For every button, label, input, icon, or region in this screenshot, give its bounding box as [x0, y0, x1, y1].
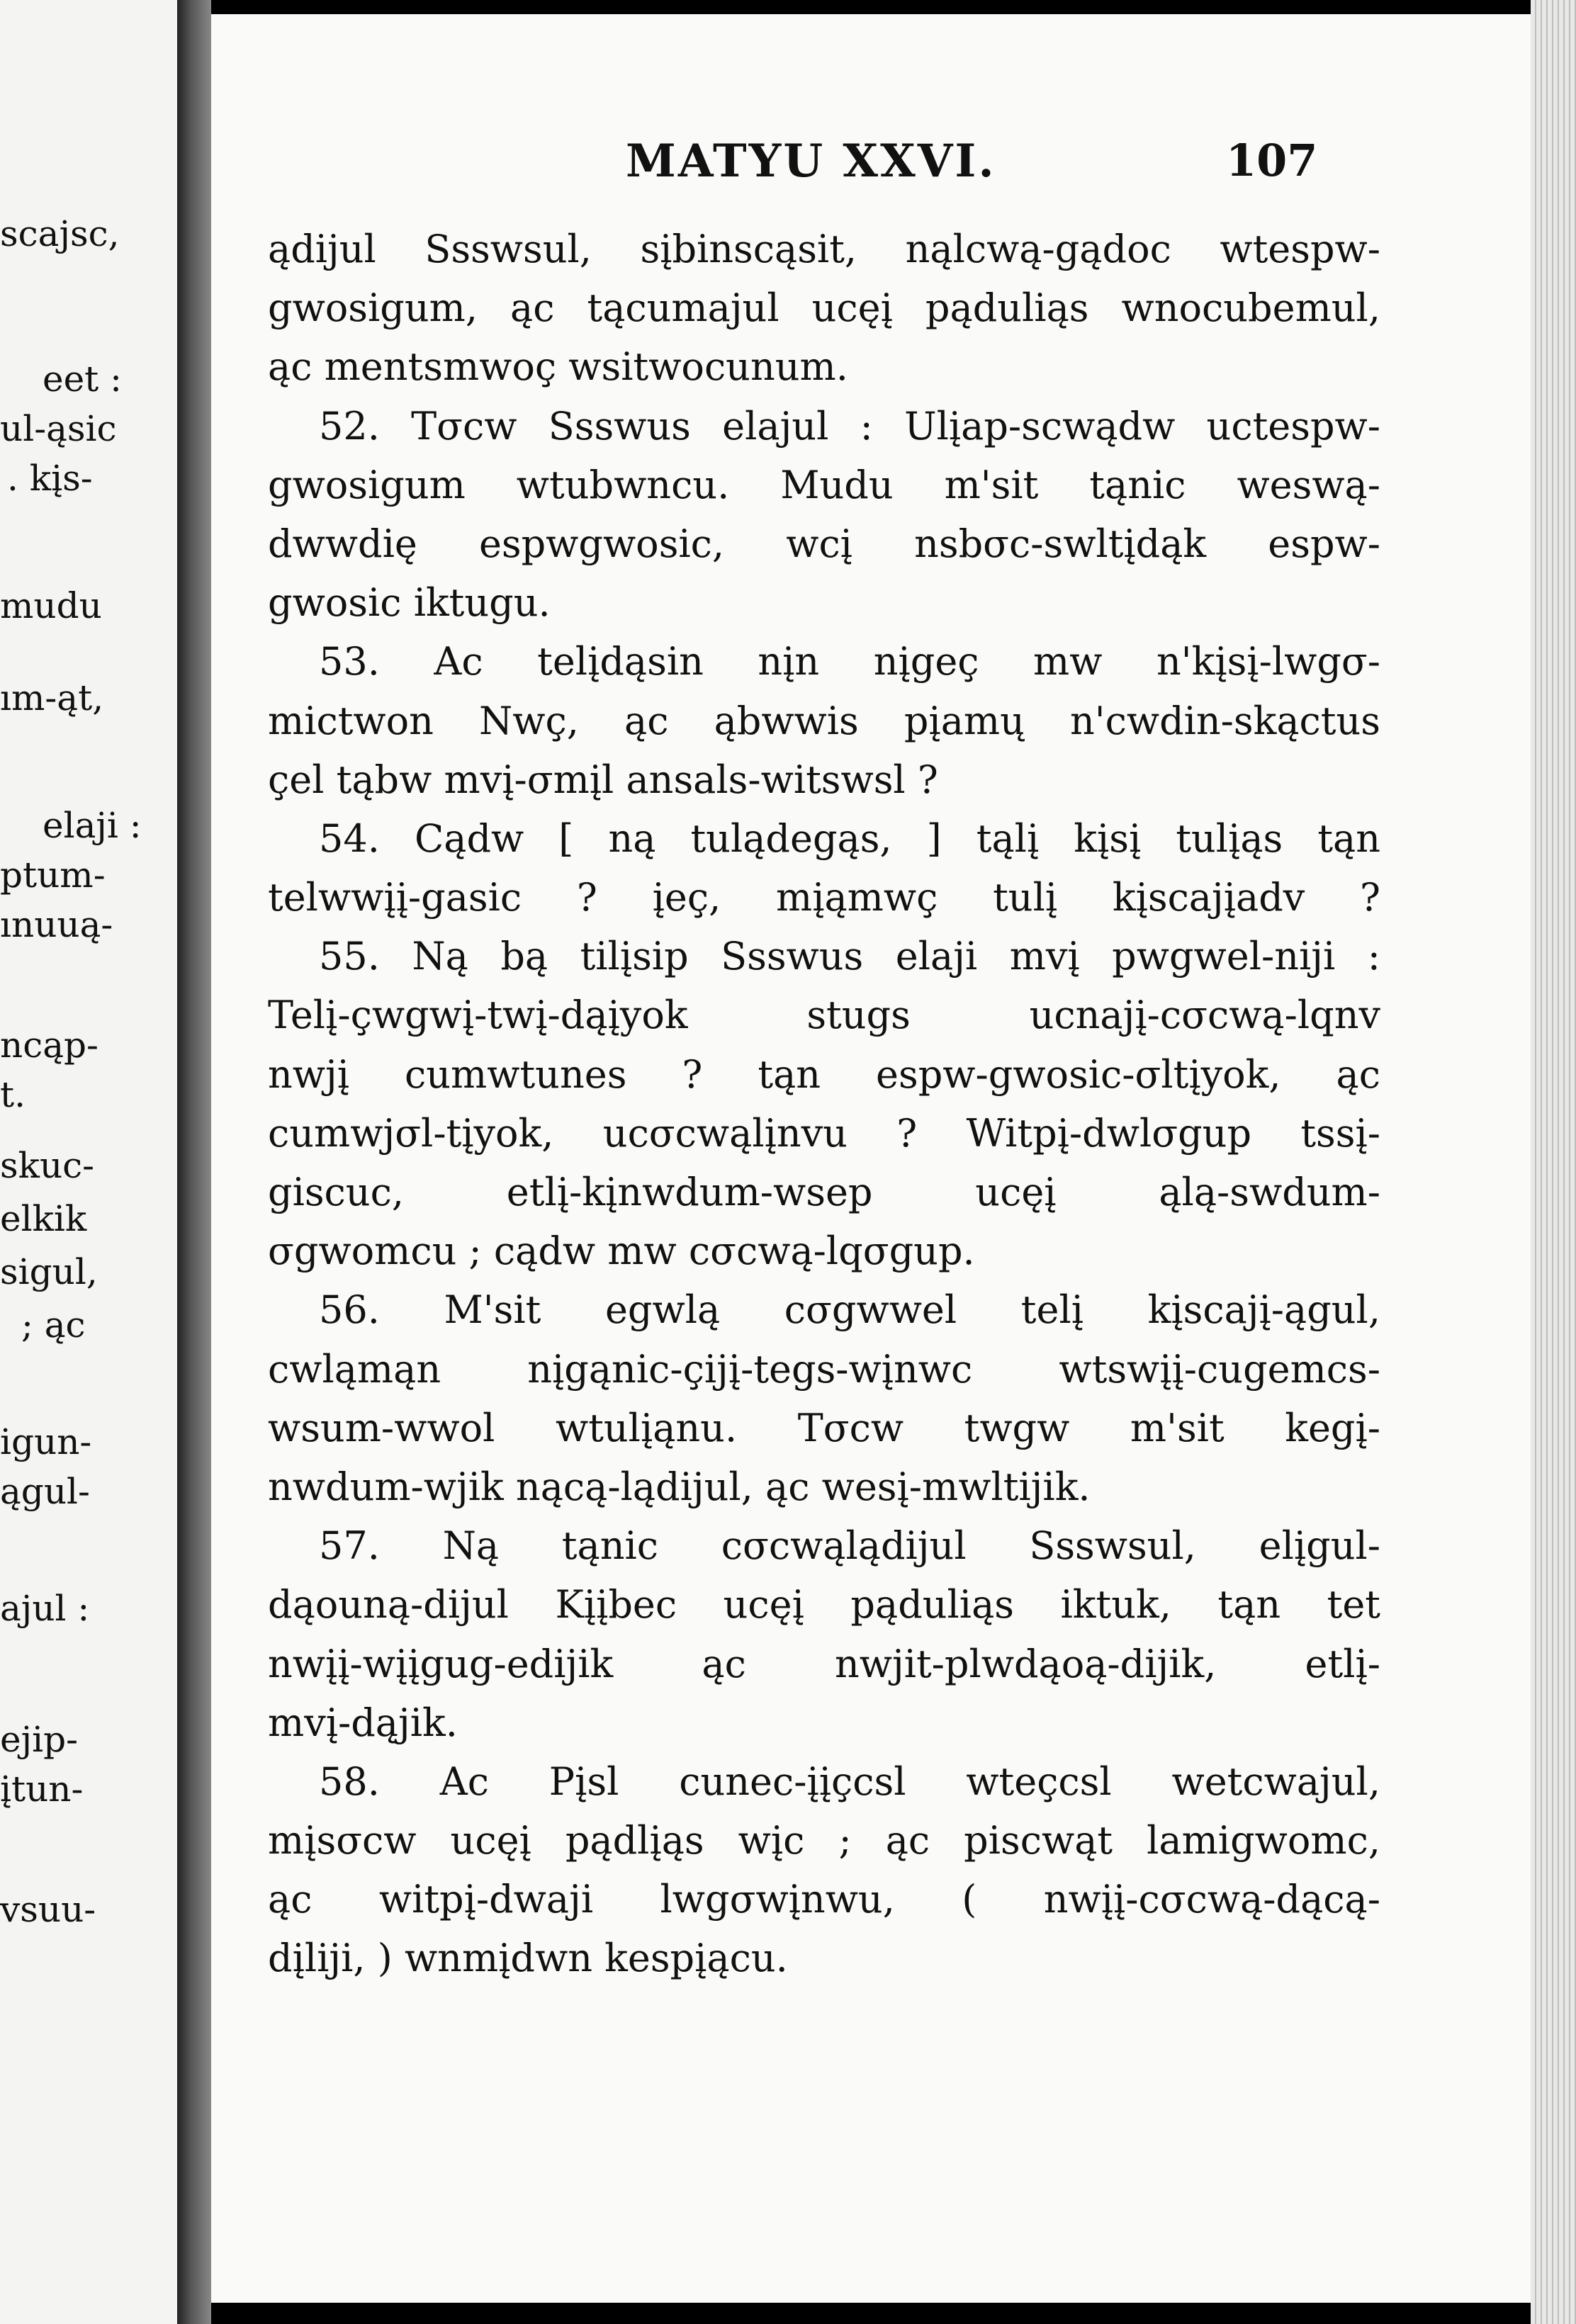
text-line: giscuc, etlį-kįnwdum-wsep ucęį ąlą-swdum-	[268, 1170, 1380, 1214]
text-line: dąouną-dijul Kįįbec ucęį pąduliąs iktuk, tąn tet	[268, 1582, 1380, 1628]
left-page-fragment: ınuuą-	[0, 904, 113, 945]
running-head	[211, 128, 1531, 188]
text-line: gwosigum wtubwncu. Mudu m'sit tąnic weswą-	[268, 462, 1380, 507]
page-number: 107	[1226, 135, 1318, 186]
left-page-fragment: vsuu-	[0, 1889, 96, 1930]
text-line: 54. Cądw [ ną tulądegąs, ] tąlį kįsį tulįąs tąn	[319, 816, 1380, 861]
text-line: 56. M'sit egwlą cσgwwel telį kįscajį-ągul,	[319, 1287, 1380, 1333]
book-page	[211, 14, 1531, 2303]
text-line: 58. Ac Pįsl cunec-įįçcsl wteçcsl wetcwajul,	[319, 1759, 1380, 1804]
text-line: gwosic iktugu.	[268, 580, 551, 626]
text-line: nwįį-wįįgug-edijik ąc nwjit-plwdąoą-dijik, etlį-	[268, 1641, 1380, 1686]
left-page-fragment: igun-	[0, 1421, 92, 1462]
left-page-fragment: mudu	[0, 585, 102, 626]
left-page-fragment: ągul-	[0, 1471, 90, 1512]
book-gutter	[177, 0, 211, 2324]
text-line: ądijul Ssswsul, sįbinscąsit, nąlcwą-gądoc wtespw-	[268, 227, 1380, 271]
text-line: σgwomcu ; cądw mw cσcwą-lqσgup.	[268, 1229, 975, 1274]
text-line: 55. Ną bą tilįsip Ssswus elaji mvį pwgwel-niji :	[319, 934, 1380, 979]
page-stack-edge	[1531, 0, 1576, 2324]
left-page-fragment: ejip-	[0, 1719, 78, 1760]
running-title: MATYU XXVI.	[626, 135, 996, 188]
text-line: 52. Tσcw Ssswus elajul : Ulįap-scwądw uctespw-	[319, 403, 1380, 449]
left-page-fragment: eet :	[43, 359, 123, 400]
left-page-fragment: ptum-	[0, 854, 106, 896]
text-line: gwosigum, ąc tącumajul ucęį pąduliąs wnocubemul,	[268, 286, 1380, 331]
text-line: wsum-wwol wtulįąnu. Tσcw twgw m'sit kegį-	[268, 1405, 1380, 1450]
left-page-fragment: ım-ąt,	[0, 677, 104, 718]
text-line: cumwjσl-tįyok, ucσcwąlįnvu ? Witpį-dwlσgup tssį-	[268, 1110, 1380, 1156]
left-page-fragment: elkik	[0, 1198, 87, 1239]
left-page-fragment: ncąp-	[0, 1025, 98, 1066]
text-line: mvį-dąjik.	[268, 1700, 458, 1745]
text-line: cwląmąn nįgąnic-çijį-tegs-wįnwc wtswįį-cugemcs-	[268, 1346, 1380, 1392]
left-page-fragment: ul-ąsic	[0, 408, 117, 449]
left-page-fragment: įtun-	[0, 1769, 84, 1810]
text-line: 57. Ną tąnic cσcwąlądijul Ssswsul, elįgul-	[319, 1523, 1380, 1569]
text-line: 53. Ac telįdąsin nįn nįgeç mw n'kįsį-lwgσ-	[319, 639, 1380, 684]
text-line: nwjį cumwtunes ? tąn espw-gwosic-σltįyok, ąc	[268, 1051, 1380, 1097]
text-line: dwwdię espwgwosic, wcį nsbσc-swltįdąk espw-	[268, 521, 1380, 566]
left-page-fragment: . kįs-	[7, 458, 93, 499]
left-page-fragment: ; ąc	[21, 1304, 86, 1346]
left-page-fragment: elaji :	[43, 805, 142, 846]
left-page-fragment: ajul :	[0, 1588, 90, 1629]
text-block	[268, 220, 1380, 1988]
text-line: dįliji, ) wnmįdwn kespįącu.	[268, 1936, 788, 1981]
left-page-fragment: sigul,	[0, 1251, 98, 1292]
left-page-fragment: scajsc,	[0, 213, 120, 254]
left-page-fragment: t.	[0, 1074, 26, 1115]
text-line: ąc witpį-dwaji lwgσwįnwu, ( nwįį-cσcwą-dącą-	[268, 1877, 1380, 1922]
text-line: nwdum-wjik nącą-lądijul, ąc wesį-mwltijik.	[268, 1464, 1091, 1509]
text-line: ąc mentsmwoç wsitwocunum.	[268, 344, 848, 390]
left-page-fragment: skuc-	[0, 1145, 95, 1186]
text-line: telwwįį-gasic ? įeç, mįąmwç tulį kįscajįadv ?	[268, 875, 1380, 920]
previous-page-edge	[0, 0, 177, 2324]
text-line: mictwon Nwç, ąc ąbwwis pįamų n'cwdin-skąctus	[268, 698, 1380, 743]
text-line: Telį-çwgwį-twį-dąįyok stugs ucnajį-cσcwą-lqnv	[268, 993, 1380, 1038]
text-line: çel tąbw mvį-σmįl ansals-witswsl ?	[268, 757, 938, 802]
text-line: mįsσcw ucęį pądlįąs wįc ; ąc piscwąt lamigwomc,	[268, 1818, 1380, 1863]
